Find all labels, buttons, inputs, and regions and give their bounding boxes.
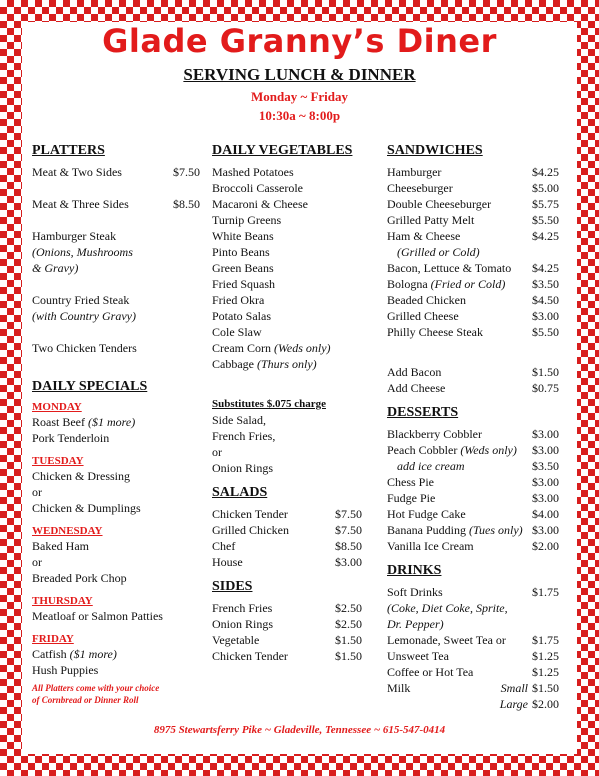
salad-item: House $3.00 xyxy=(212,555,362,569)
vegetable-item: Cabbage (Thurs only) xyxy=(212,357,317,371)
day-label: FRIDAY xyxy=(32,633,74,645)
day-label: TUESDAY xyxy=(32,455,84,467)
drink-item: Unsweet Tea $1.25 xyxy=(387,649,559,663)
vegetable-item: Pinto Beans xyxy=(212,245,270,259)
sandwiches-heading: SANDWICHES xyxy=(387,143,483,158)
days-open: Monday ~ Friday xyxy=(250,89,349,104)
sandwich-item: Grilled Cheese $3.00 xyxy=(387,309,559,323)
substitute-item: Side Salad, xyxy=(212,413,266,427)
desserts-heading: DESSERTS xyxy=(387,405,459,420)
column-left xyxy=(32,142,200,706)
side-item: Onion Rings $2.50 xyxy=(212,617,362,631)
vegetable-item: Turnip Greens xyxy=(212,213,282,227)
dessert-item: Chess Pie $3.00 xyxy=(387,475,559,489)
sides-heading: SIDES xyxy=(212,579,253,594)
platter-note: All Platters come with your choice of Cornbread or Dinner Roll xyxy=(32,683,160,705)
side-item: Vegetable $1.50 xyxy=(212,633,362,647)
drink-note: Dr. Pepper) xyxy=(387,617,444,631)
salads-heading: SALADS xyxy=(212,485,268,500)
special-item: Baked Ham xyxy=(32,539,89,553)
menu-item: Meat & Three Sides $8.50 xyxy=(32,197,200,211)
menu-item: Country Fried Steak xyxy=(32,293,130,307)
special-or: or xyxy=(32,555,42,569)
side-item: French Fries $2.50 xyxy=(212,601,362,615)
serving-subtitle: SERVING LUNCH & DINNER xyxy=(183,65,416,84)
drink-item-milk-large: Large $2.00 xyxy=(499,697,559,711)
menu-item-note: (with Country Gravy) xyxy=(32,309,136,323)
dessert-item: Banana Pudding (Tues only) $3.00 xyxy=(387,523,559,537)
sandwich-item: Hamburger $4.25 xyxy=(387,165,559,179)
dessert-item: Blackberry Cobbler $3.00 xyxy=(387,427,559,441)
menu-item: Meat & Two Sides $7.50 xyxy=(32,165,200,179)
diner-title: Glade Granny’s Diner xyxy=(102,22,497,60)
vegetables-heading: DAILY VEGETABLES xyxy=(212,143,353,158)
menu-item: Two Chicken Tenders xyxy=(32,341,137,355)
drink-item-milk: Milk Small $1.50 xyxy=(387,681,559,695)
special-item: Chicken & Dressing xyxy=(32,469,130,483)
vegetable-item: Potato Salas xyxy=(212,309,271,323)
hours-open: 10:30a ~ 8:00p xyxy=(258,108,341,123)
menu-item-note: & Gravy) xyxy=(32,261,79,275)
dessert-item: Fudge Pie $3.00 xyxy=(387,491,559,505)
special-item: Chicken & Dumplings xyxy=(32,501,141,515)
substitutes-heading: Substitutes $.075 charge xyxy=(212,398,326,410)
dessert-item: Peach Cobbler (Weds only) $3.00 xyxy=(387,443,559,457)
special-or: or xyxy=(32,485,42,499)
sandwich-item: Bacon, Lettuce & Tomato $4.25 xyxy=(387,261,559,275)
vegetable-item: Fried Squash xyxy=(212,277,275,291)
salad-item: Grilled Chicken $7.50 xyxy=(212,523,362,537)
sandwich-item: Double Cheeseburger $5.75 xyxy=(387,197,559,211)
drink-item: Lemonade, Sweet Tea or $1.75 xyxy=(387,633,559,647)
sandwich-item: Grilled Patty Melt $5.50 xyxy=(387,213,559,227)
menu-item-note: (Onions, Mushrooms xyxy=(32,245,133,259)
vegetable-item: Mashed Potatoes xyxy=(212,165,294,179)
special-item: Meatloaf or Salmon Patties xyxy=(32,609,163,623)
sandwich-item: Bologna (Fried or Cold) $3.50 xyxy=(387,277,559,291)
vegetable-item: Green Beans xyxy=(212,261,274,275)
special-item: Roast Beef ($1 more) xyxy=(32,415,136,429)
day-label: MONDAY xyxy=(32,401,82,413)
dessert-item: add ice cream $3.50 xyxy=(397,459,559,473)
drinks-heading: DRINKS xyxy=(387,563,442,578)
special-item: Hush Puppies xyxy=(32,663,99,677)
substitute-item: French Fries, xyxy=(212,429,276,443)
addon-item: Add Bacon $1.50 xyxy=(387,365,559,379)
substitute-item: or xyxy=(212,445,222,459)
sandwich-item: Philly Cheese Steak $5.50 xyxy=(387,325,559,339)
sandwich-item: Beaded Chicken $4.50 xyxy=(387,293,559,307)
substitute-item: Onion Rings xyxy=(212,461,274,475)
day-label: THURSDAY xyxy=(32,595,93,607)
salad-item: Chicken Tender $7.50 xyxy=(212,507,362,521)
vegetable-item: Cole Slaw xyxy=(212,325,262,339)
salad-item: Chef $8.50 xyxy=(212,539,362,553)
sandwich-item: Ham & Cheese $4.25 xyxy=(387,229,559,243)
column-right xyxy=(387,142,559,712)
vegetable-item: Macaroni & Cheese xyxy=(212,197,308,211)
side-item: Chicken Tender $1.50 xyxy=(212,649,362,663)
special-item: Breaded Pork Chop xyxy=(32,571,127,585)
drink-note: (Coke, Diet Coke, Sprite, xyxy=(387,601,508,615)
day-label: WEDNESDAY xyxy=(32,525,103,537)
drink-item: Soft Drinks $1.75 xyxy=(387,585,559,599)
address-footer: 8975 Stewartsferry Pike ~ Gladeville, Tennessee ~ 615-547-0414 xyxy=(153,724,446,736)
dessert-item: Hot Fudge Cake $4.00 xyxy=(387,507,559,521)
special-item: Pork Tenderloin xyxy=(32,431,110,445)
menu-item: Hamburger Steak xyxy=(32,229,117,243)
sandwich-note: (Grilled or Cold) xyxy=(397,245,480,259)
special-item: Catfish ($1 more) xyxy=(32,647,117,661)
platters-heading: PLATTERS xyxy=(32,143,105,158)
vegetable-item: White Beans xyxy=(212,229,274,243)
vegetable-item: Broccoli Casserole xyxy=(212,181,303,195)
vegetable-item: Cream Corn (Weds only) xyxy=(212,341,331,355)
addon-item: Add Cheese $0.75 xyxy=(387,381,559,395)
column-middle xyxy=(212,142,362,664)
daily-specials-heading: DAILY SPECIALS xyxy=(32,379,148,394)
sandwich-item: Cheeseburger $5.00 xyxy=(387,181,559,195)
vegetable-item: Fried Okra xyxy=(212,293,265,307)
drink-item: Coffee or Hot Tea $1.25 xyxy=(387,665,559,679)
dessert-item: Vanilla Ice Cream $2.00 xyxy=(387,539,559,553)
